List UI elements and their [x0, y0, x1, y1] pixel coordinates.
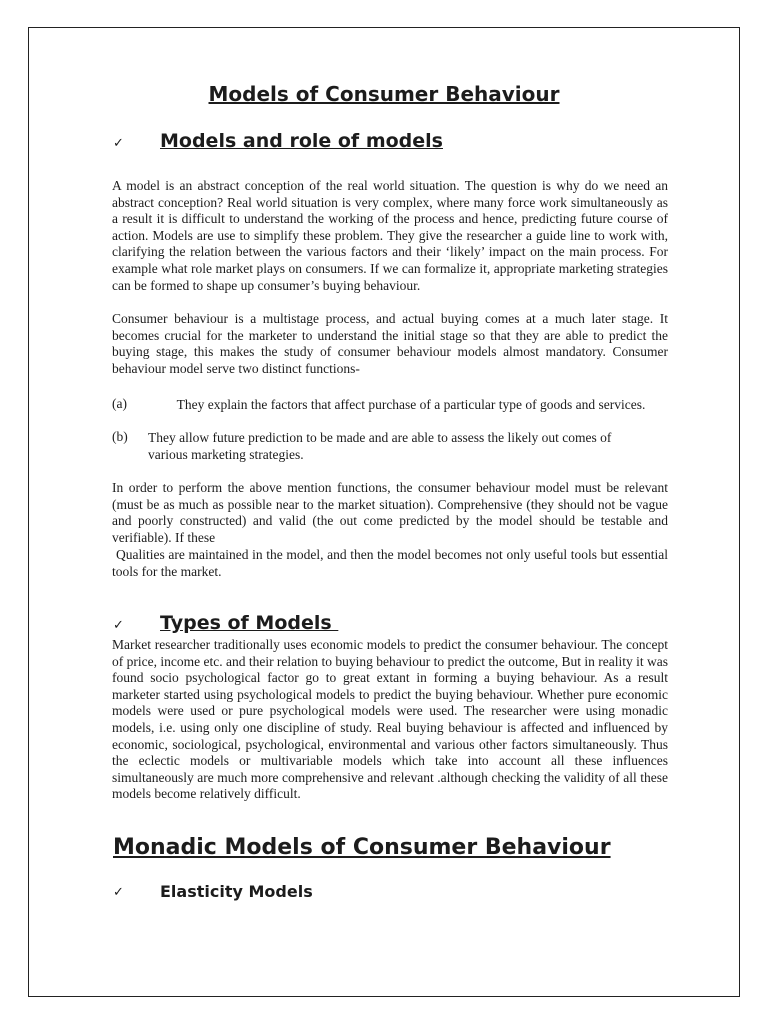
paragraph-multistage-process: Consumer behaviour is a multistage process, and actual buying comes at a much later stage. It becomes crucial for the marketer to understand the initial stage so that they are able to predict the buying stage, this makes the study of consumer behaviour models almost mandatory. Consumer behaviour model serve two distinct functions- [112, 311, 668, 376]
list-item-text: They explain the factors that affect purchase of a particular type of goods and services. [176, 397, 646, 412]
paragraph-model-definition: A model is an abstract conception of the real world situation. The question is why do we need an abstract conception? Real world situation is very complex, where many force work simultaneously as a result it is difficult to understand the working of the process and hence, predicting future course of action. Models are use to simplify these problem. They give the researcher a guide line to work with, clarifying the relation between the various factors and their ‘likely’ impact on the main process. For example what role market plays on consumers. If we can formalize it, appropriate marketing strategies can be formed to shape up consumer’s buying behaviour. [112, 178, 668, 293]
paragraph-model-qualities: Qualities are maintained in the model, and then the model becomes not only useful tools but essential tools for the market. [112, 547, 668, 579]
document-title: Models of Consumer Behaviour [208, 82, 560, 106]
section-heading-models-role: Models and role of models [160, 130, 443, 152]
list-item-label: (b) [112, 429, 128, 444]
section-heading-monadic-models: Monadic Models of Consumer Behaviour [113, 835, 611, 860]
checkmark-icon: ✓ [113, 136, 124, 151]
list-item-text: They allow future prediction to be made and are able to assess the likely out comes of various marketing strategies. [148, 430, 612, 462]
list-item-label: (a) [112, 396, 127, 411]
paragraph-types-of-models: Market researcher traditionally uses economic models to predict the consumer behaviour. The concept of price, income etc. and their relation to buying behaviour to predict the outcome, But in reality it was found socio psychological factor go to great extant in forming a buying behaviour. As a result marketer started using psychological models to predict the buying behaviour. Whether pure economic models were used or pure psychological models were used. The researcher were using monadic models, i.e. using only one discipline of study. Real buying behaviour is affected and influenced by economic, sociological, psychological, environmental and various other factors simultaneously. Thus the eclectic models or multivariable models which take into account all these influences simultaneously are much more comprehensive and relevant .although checking the validity of all these models become relatively difficult. [112, 637, 668, 802]
paragraph-model-requirements: In order to perform the above mention functions, the consumer behaviour model must be relevant (must be as much as possible near to the market situation). Comprehensive (they should not be vague and poorly constructed) and valid (the out come predicted by the model should be testable and verifiable). If these [112, 480, 668, 545]
section-heading-types-of-models: Types of Models [160, 612, 339, 634]
checkmark-icon: ✓ [113, 618, 124, 633]
subheading-elasticity-models: Elasticity Models [160, 882, 313, 901]
checkmark-icon: ✓ [113, 885, 124, 900]
